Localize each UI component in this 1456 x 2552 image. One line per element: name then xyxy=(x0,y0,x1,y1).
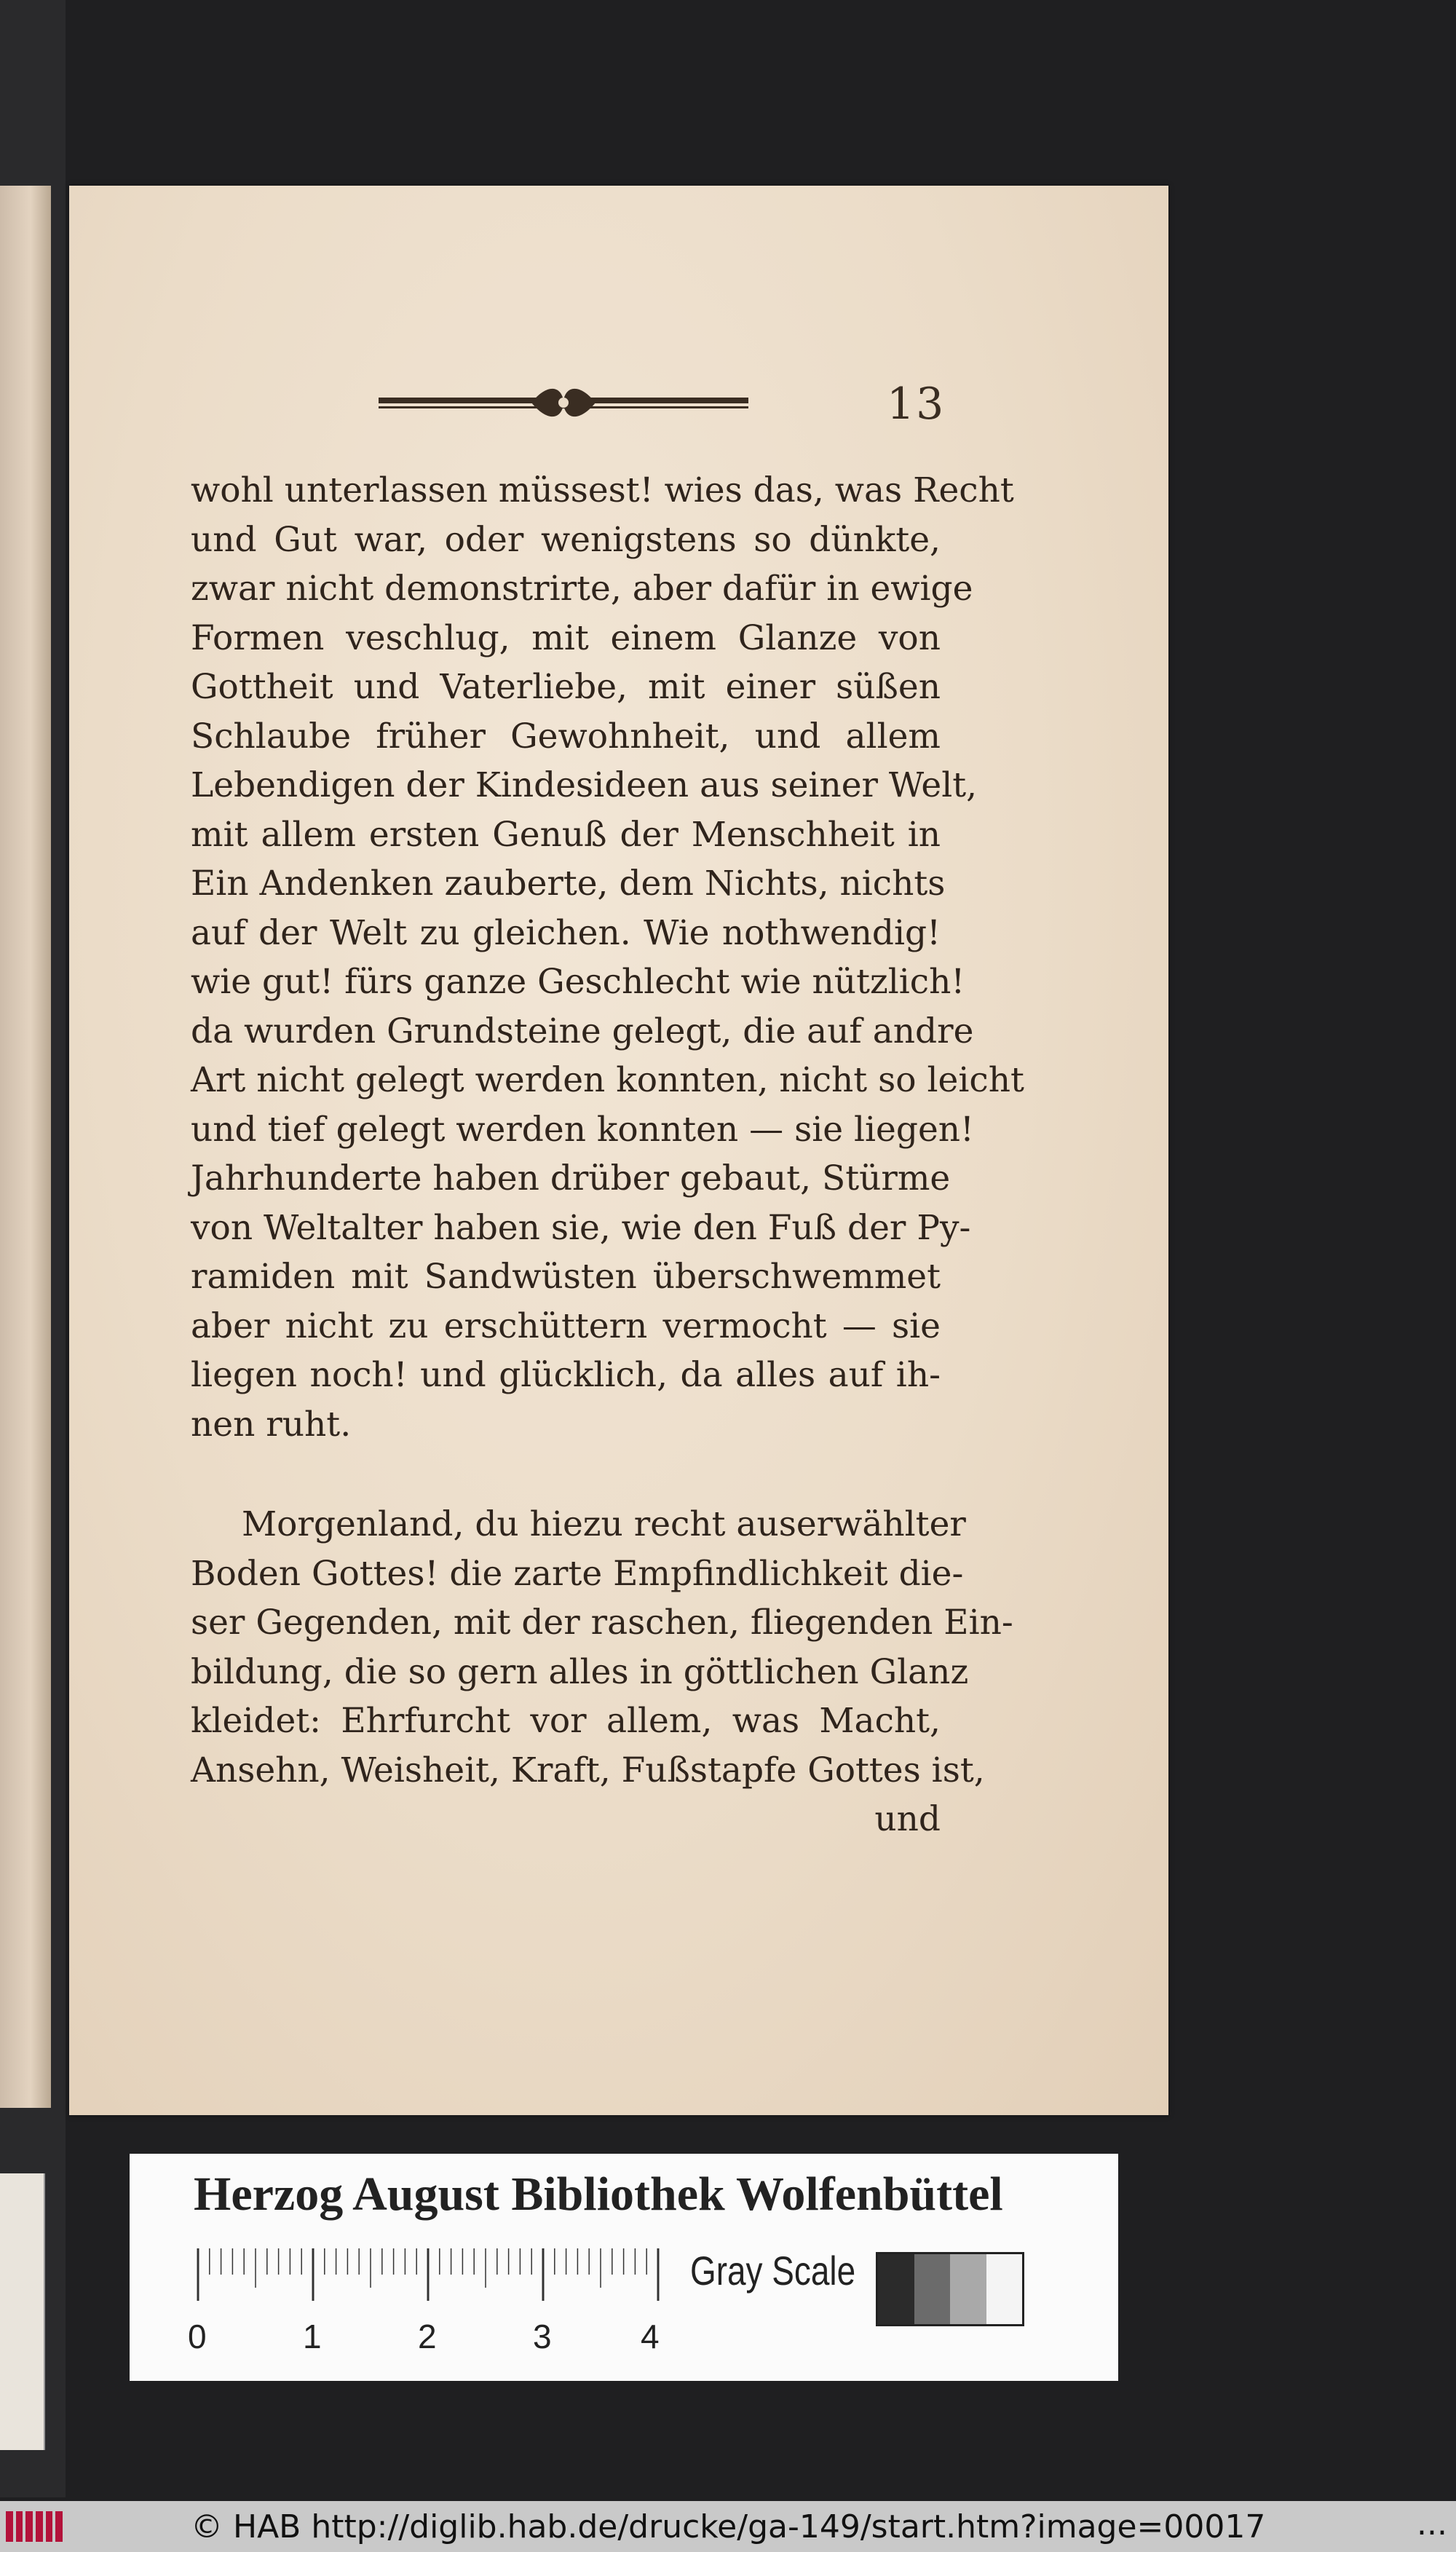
text-line: kleidet: Ehrfurcht vor allem, was Macht, xyxy=(191,1701,941,1741)
gray-swatch xyxy=(986,2254,1023,2324)
ornament-divider xyxy=(379,384,748,421)
text-line: wie gut! fürs ganze Geschlecht wie nützlich! xyxy=(191,962,965,1002)
text-line: Art nicht gelegt werden konnten, nicht so leicht xyxy=(191,1060,1024,1100)
text-line: Gottheit und Vaterliebe, mit einer süßen xyxy=(191,667,941,707)
color-reference-card xyxy=(130,2154,1118,2381)
ruler-number-0: 0 xyxy=(188,2318,207,2355)
gray-swatch xyxy=(950,2254,986,2324)
text-line: nen ruht. xyxy=(191,1404,352,1445)
text-line: Jahrhunderte haben drüber gebaut, Stürme xyxy=(191,1158,951,1198)
hab-logo-icon xyxy=(6,2511,63,2542)
text-line: Ein Andenken zauberte, dem Nichts, nichts xyxy=(191,864,946,904)
text-line: zwar nicht demonstrirte, aber dafür in ewige xyxy=(191,569,973,609)
text-line: Ansehn, Weisheit, Kraft, Fußstapfe Gottes ist, xyxy=(191,1750,985,1790)
gray-swatch xyxy=(878,2254,914,2324)
text-line: Schlaube früher Gewohnheit, und allem xyxy=(191,716,941,756)
shelf-label xyxy=(0,2173,45,2450)
text-line: und Gut war, oder wenigstens so dünkte, xyxy=(191,519,941,560)
text-line: da wurden Grundsteine gelegt, die auf andre xyxy=(191,1011,974,1051)
gray-scale-label: Gray Scale xyxy=(690,2248,856,2294)
text-line: mit allem ersten Genuß der Menschheit in xyxy=(191,814,941,855)
paragraph-gap xyxy=(191,1449,941,1500)
text-line: ramiden mit Sandwüsten überschwemmet xyxy=(191,1257,941,1297)
page-number: 13 xyxy=(887,379,946,430)
text-line: und xyxy=(874,1799,941,1839)
ruler-number-2: 2 xyxy=(418,2318,437,2355)
text-line: aber nicht zu erschüttern vermocht — sie xyxy=(191,1305,941,1346)
gray-swatch xyxy=(914,2254,951,2324)
text-line: Formen veschlug, mit einem Glanze von xyxy=(191,617,941,658)
text-line: und tief gelegt werden konnten — sie liegen! xyxy=(191,1109,974,1150)
text-line: auf der Welt zu gleichen. Wie nothwendig! xyxy=(191,912,941,953)
body-text xyxy=(191,466,1024,1844)
text-line: liegen noch! und glücklich, da alles auf ih- xyxy=(191,1355,941,1395)
previous-page-edge xyxy=(0,186,51,2108)
library-title: Herzog August Bibliothek Wolfenbüttel xyxy=(194,2168,1003,2221)
footer-bar xyxy=(0,2501,1456,2552)
text-line: bildung, die so gern alles in göttlichen Glanz xyxy=(191,1651,969,1692)
text-line: Morgenland, du hiezu recht auserwählter xyxy=(242,1504,966,1544)
copyright-link[interactable]: © HAB http://diglib.hab.de/drucke/ga-149/start.htm?image=00017 xyxy=(191,2508,1266,2545)
text-line: wohl unterlassen müssest! wies das, was Recht xyxy=(191,470,1014,510)
text-line: Boden Gottes! die zarte Empfindlichkeit die- xyxy=(191,1553,964,1594)
ruler-number-3: 3 xyxy=(533,2318,552,2355)
more-icon[interactable]: ... xyxy=(1417,2505,1447,2543)
ruler-number-4: 4 xyxy=(641,2318,660,2355)
text-line: Lebendigen der Kindesideen aus seiner Welt, xyxy=(191,765,978,805)
ruler-number-1: 1 xyxy=(303,2318,322,2355)
text-line: ser Gegenden, mit der raschen, fliegenden Ein- xyxy=(191,1603,1013,1643)
text-line: von Weltalter haben sie, wie den Fuß der Py- xyxy=(191,1207,971,1248)
gray-scale-swatches xyxy=(876,2252,1024,2326)
